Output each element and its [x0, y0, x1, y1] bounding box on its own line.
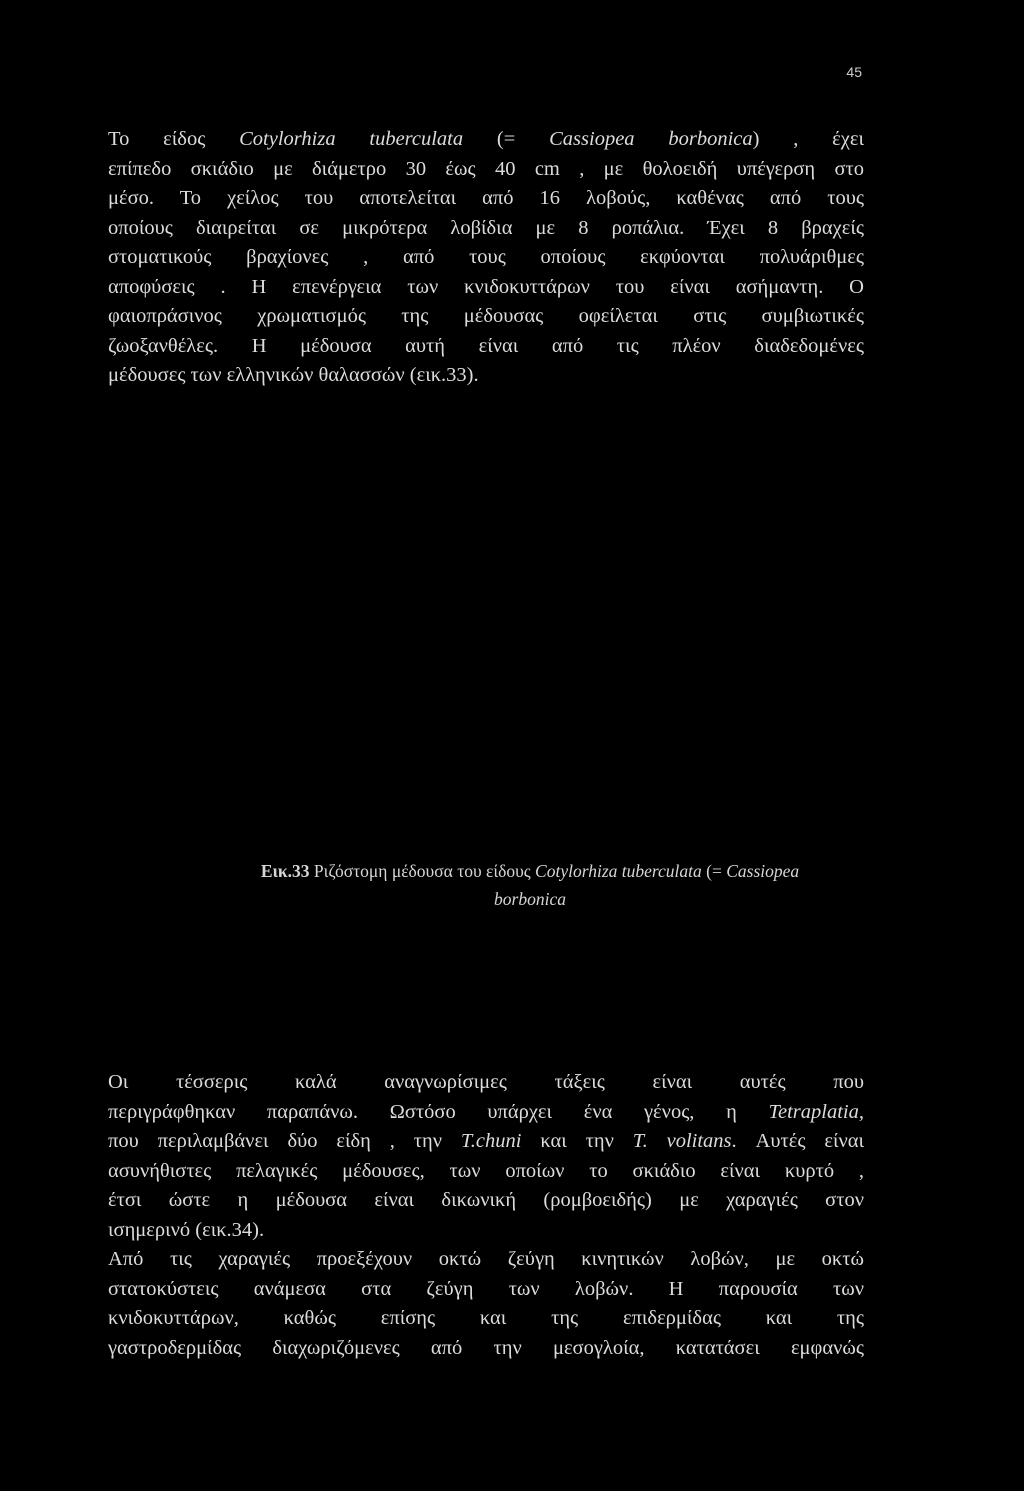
paragraph-tetraplatia: [108, 1068, 864, 1363]
text-line: στοματικούς βραχίονες , από τους οποίους εκφύονται πολυάριθμες: [108, 246, 864, 268]
figure-caption: Εικ.33 Ριζόστομη μέδουσα του είδους Cotylorhiza tuberculata (= Cassiopea borbonica: [260, 861, 800, 909]
text-line: μέδουσες των ελληνικών θαλασσών (εικ.33).: [108, 364, 479, 386]
caption-synonym: Cassiopea: [726, 861, 800, 881]
text-line: Από τις χαραγιές προεξέχουν οκτώ ζεύγη κινητικών λοβών, με οκτώ: [108, 1248, 864, 1270]
caption-text: Ριζόστομη μέδουσα του είδους: [309, 861, 536, 881]
caption-species: Cotylorhiza tuberculata: [535, 861, 702, 881]
page-number: 45: [846, 64, 862, 80]
text-line: έτσι ώστε η μέδουσα είναι δικωνική (ρομβοειδής) με χαραγιές στον: [108, 1189, 864, 1211]
text-line: κνιδοκυττάρων, καθώς επίσης και της επιδερμίδας και της: [108, 1307, 864, 1329]
text-line: Οι τέσσερις καλά αναγνωρίσιμες τάξεις είναι αυτές που: [108, 1071, 864, 1093]
caption-label: Εικ.33: [260, 861, 310, 881]
paragraph-cotylorhiza: [108, 125, 864, 391]
text-line: οποίους διαιρείται σε μικρότερα λοβίδια με 8 ροπάλια. Έχει 8 βραχείς: [108, 216, 864, 239]
text-line: φαιοπράσινος χρωματισμός της μέδουσας οφείλεται στις συμβιωτικές: [108, 305, 864, 327]
text-line: ισημερινό (εικ.34).: [108, 1218, 265, 1241]
text-line: περιγράφθηκαν παραπάνω. Ωστόσο υπάρχει ένα γένος, η Tetraplatia,: [108, 1100, 864, 1123]
text-line: γαστροδερμίδας διαχωριζόμενες από την μεσογλοία, κατατάσει εμφανώς: [108, 1336, 864, 1359]
text-line: αποφύσεις . Η επενέργεια των κνιδοκυττάρων του είναι ασήμαντη. Ο: [108, 275, 864, 298]
caption-synonym-cont: borbonica: [494, 889, 566, 909]
text-line: που περιλαμβάνει δύο είδη , την T.chuni και την T. volitans. Αυτές είναι: [108, 1130, 864, 1152]
text-line: Το είδος Cotylorhiza tuberculata (= Cassiopea borbonica) , έχει: [108, 128, 865, 150]
text-line: επίπεδο σκιάδιο με διάμετρο 30 έως 40 cm , με θολοειδή υπέγερση στο: [108, 157, 864, 180]
text-line: ασυνήθιστες πελαγικές μέδουσες, των οποίων το σκιάδιο είναι κυρτό ,: [108, 1159, 864, 1182]
text-line: μέσο. Το χείλος του αποτελείται από 16 λοβούς, καθένας από τους: [108, 187, 864, 209]
text-line: στατοκύστεις ανάμεσα στα ζεύγη των λοβών. Η παρουσία των: [108, 1277, 864, 1300]
text-line: ζωοξανθέλες. Η μέδουσα αυτή είναι από τις πλέον διαδεδομένες: [108, 334, 864, 357]
